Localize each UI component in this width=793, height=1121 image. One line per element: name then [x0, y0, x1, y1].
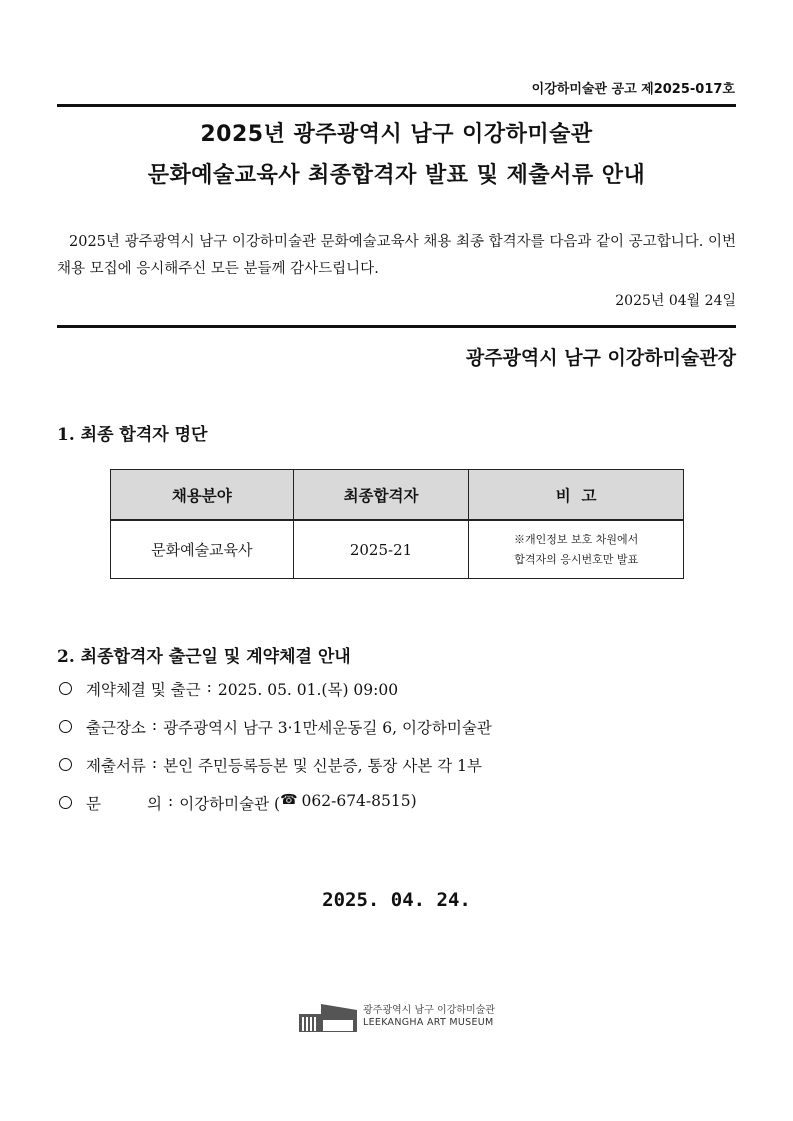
table-header-row	[111, 470, 684, 521]
item-value: 2025. 05. 01.(목) 09:00	[217, 681, 399, 699]
table-row	[111, 520, 684, 579]
info-list	[57, 678, 492, 830]
circle-bullet-icon	[59, 720, 72, 733]
section-2-heading: 2. 최종합격자 출근일 및 계약체결 안내	[57, 647, 351, 667]
section-1-heading: 1. 최종 합격자 명단	[57, 425, 208, 445]
item-label: 제출서류	[86, 757, 146, 775]
middle-rule	[57, 325, 736, 328]
top-rule	[57, 104, 736, 107]
notice-number: 이강하미술관 공고 제2025-017호	[531, 82, 735, 97]
title-line-2: 문화예술교육사 최종합격자 발표 및 제출서류 안내	[147, 163, 646, 188]
announcement-date: 2025년 04월 24일	[615, 293, 736, 309]
note-line-2: 합격자의 응시번호만 발표	[514, 552, 639, 566]
logo-text	[363, 1005, 495, 1029]
museum-logo	[299, 1002, 495, 1032]
list-item	[57, 792, 492, 830]
note-line-1: ※개인정보 보호 차원에서	[514, 532, 639, 546]
item-value: 본인 주민등록등본 및 신분증, 통장 사본 각 1부	[163, 757, 482, 775]
museum-building-icon	[299, 1002, 357, 1032]
header-field: 채용분야	[111, 470, 294, 521]
bottom-date: 2025. 04. 24.	[322, 889, 471, 911]
header-finalist: 최종합격자	[293, 470, 469, 521]
circle-bullet-icon	[59, 758, 72, 771]
item-separator: :	[151, 754, 158, 772]
issuer-name: 광주광역시 남구 이강하미술관장	[465, 347, 736, 369]
intro-paragraph: 2025년 광주광역시 남구 이강하미술관 문화예술교육사 채용 최종 합격자를 다음과 같이 공고합니다. 이번 채용 모집에 응시해주신 모든 분들께 감사드립니다.	[57, 234, 736, 277]
cell-note	[469, 520, 684, 579]
result-table	[110, 469, 684, 579]
list-item	[57, 678, 492, 716]
item-label: 출근장소	[86, 719, 146, 737]
item-separator: :	[151, 716, 158, 734]
circle-bullet-icon	[59, 682, 72, 695]
list-item	[57, 754, 492, 792]
phone-icon: ☎	[280, 792, 298, 808]
title-line-1: 2025년 광주광역시 남구 이강하미술관	[200, 122, 593, 147]
cell-number: 2025-21	[293, 520, 469, 579]
item-label: 계약체결 및 출근	[86, 681, 201, 699]
circle-bullet-icon	[59, 796, 72, 809]
phone-number: 062-674-8515)	[301, 792, 417, 810]
item-value: 이강하미술관 (	[179, 795, 281, 813]
item-label-b: 의	[147, 795, 162, 813]
item-label	[86, 792, 162, 814]
logo-korean: 광주광역시 남구 이강하미술관	[363, 1005, 495, 1016]
item-separator: :	[168, 792, 174, 810]
logo-english: LEEKANGHA ART MUSEUM	[363, 1017, 494, 1028]
item-value: 광주광역시 남구 3·1만세운동길 6, 이강하미술관	[163, 719, 492, 737]
item-label-a: 문	[86, 795, 101, 813]
intro-text	[57, 229, 736, 283]
list-item	[57, 716, 492, 754]
item-separator: :	[206, 678, 212, 696]
header-remarks: 비 고	[469, 470, 684, 521]
cell-field: 문화예술교육사	[111, 520, 294, 579]
